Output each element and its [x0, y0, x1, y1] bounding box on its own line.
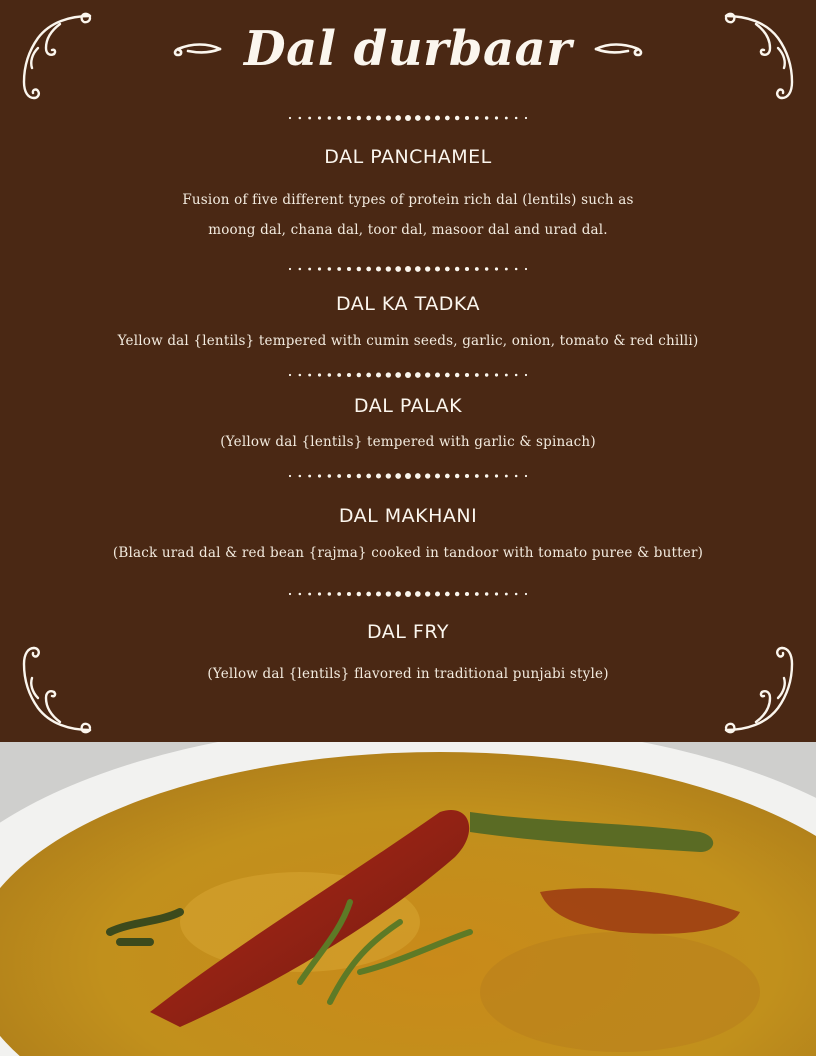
dish-description: moong dal, chana dal, toor dal, masoor dal and urad dal.: [208, 222, 608, 238]
dotted-divider-icon: [0, 264, 816, 274]
dish-description: Yellow dal {lentils} tempered with cumin seeds, garlic, onion, tomato & red chilli): [117, 333, 699, 349]
dotted-divider-icon: [0, 471, 816, 481]
corner-ornament-bottom-right-icon: [716, 638, 806, 738]
dotted-divider-icon: [0, 370, 816, 380]
page-title: Dal durbaar: [244, 21, 572, 77]
dish-description: (Yellow dal {lentils} tempered with garlic & spinach): [220, 434, 596, 450]
title-flourish-left-icon: [172, 39, 222, 59]
dish-name: DAL MAKHANI: [338, 505, 478, 527]
dish-description: (Yellow dal {lentils} flavored in traditional punjabi style): [207, 666, 609, 682]
dish-name: DAL KA TADKA: [336, 293, 480, 315]
dish-name: DAL FRY: [367, 621, 449, 643]
title-row: [0, 14, 816, 84]
title-flourish-right-icon: [594, 39, 644, 59]
dish-description: (Black urad dal & red bean {rajma} cooked in tandoor with tomato puree & butter): [112, 545, 704, 561]
dotted-divider-icon: [0, 589, 816, 599]
dish-name: DAL PALAK: [353, 395, 463, 417]
dotted-divider-icon: [0, 113, 816, 123]
corner-ornament-bottom-left-icon: [10, 638, 100, 738]
dish-description: Fusion of five different types of protein rich dal (lentils) such as: [182, 192, 634, 208]
dal-photo: [0, 742, 816, 1056]
dish-name: DAL PANCHAMEL: [324, 146, 492, 168]
